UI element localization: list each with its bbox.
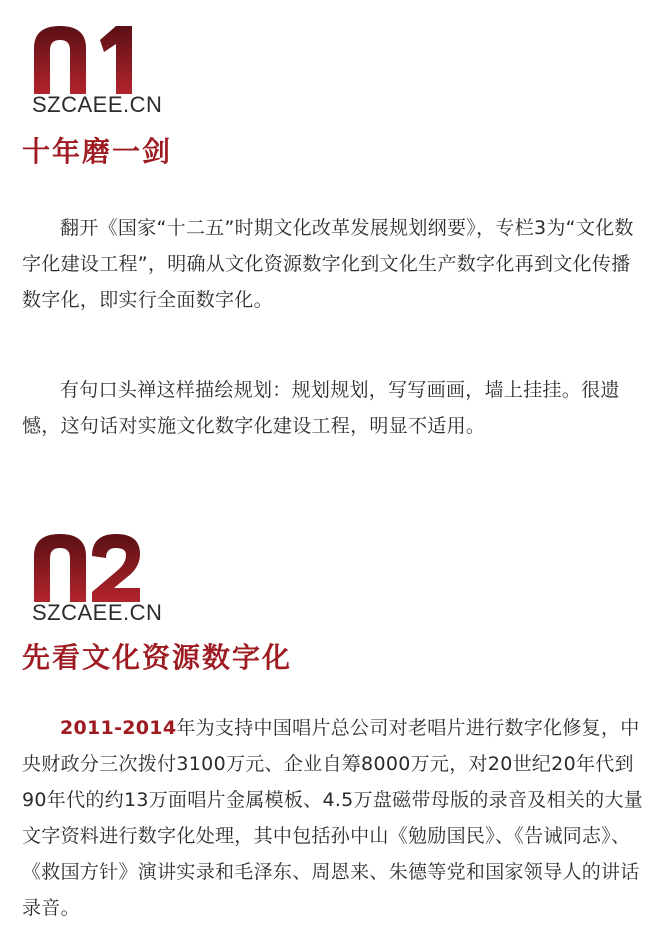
number-01-graphic <box>30 22 142 94</box>
paragraph-text: 年为支持中国唱片总公司对老唱片进行数字化修复，中央财政分三次拨付3100万元、企业自筹8000万元，对20世纪20年代到90年代的约13万面唱片金属模板、4.5万盘磁带母版的录音及相关的大量文字资料进行数字化处理，其中包括孙中山《勉励国民》、《告诫同志》、《救国方针》演讲实录和毛泽东、周恩来、朱德等党和国家领导人的讲话录音。 <box>22 717 644 919</box>
badge-site-label: SZCAEE.CN <box>32 92 163 117</box>
paragraph <box>22 710 644 926</box>
section-title: 十年磨一剑 <box>22 135 173 168</box>
year-range-highlight: 2011-2014 <box>60 717 177 739</box>
section-title: 先看文化资源数字化 <box>22 641 293 674</box>
number-02-graphic <box>30 530 142 602</box>
section-number-badge <box>30 530 163 626</box>
section-number-badge <box>30 22 163 118</box>
paragraph: 翻开《国家“十二五”时期文化改革发展规划纲要》，专栏3为“文化数字化建设工程”，明确从文化资源数字化到文化生产数字化再到文化传播数字化，即实行全面数字化。 <box>22 217 634 311</box>
badge-site-label: SZCAEE.CN <box>32 600 163 625</box>
paragraph: 有句口头禅这样描绘规划：规划规划，写写画画，墙上挂挂。很遗憾，这句话对实施文化数字化建设工程，明显不适用。 <box>22 379 620 437</box>
